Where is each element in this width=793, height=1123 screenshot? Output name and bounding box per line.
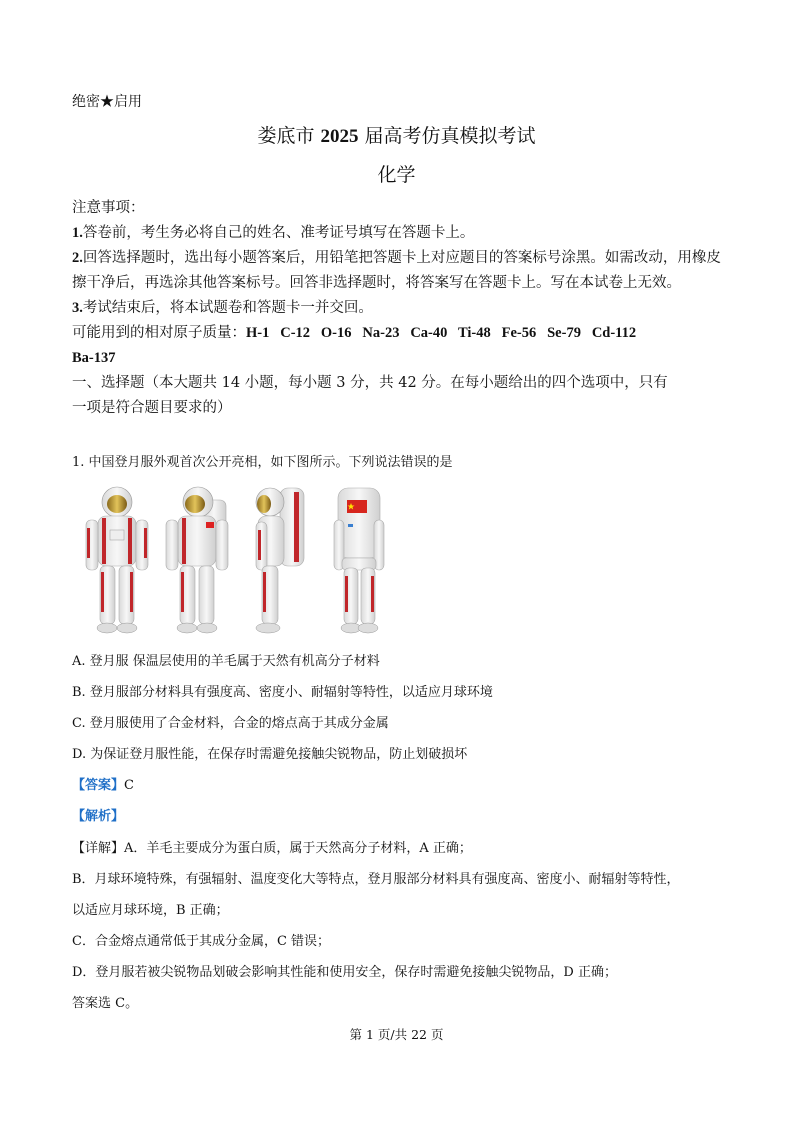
title-year: 2025 (320, 126, 359, 147)
instructions (72, 196, 732, 421)
instruction-item (72, 221, 732, 246)
instructions-heading: 注意事项： (72, 200, 145, 216)
detail-line-5: D．登月服若被尖锐物品划破会影响其性能和使用安全，保存时需避免接触尖锐物品，D 正确； (72, 965, 617, 980)
detail-label: 【详解】 (72, 841, 125, 856)
instruction-text: 回答选择题时，选出每小题答案后，用铅笔把答题卡上对应题目的答案标号涂黑。如需改动，用橡皮擦干净后，再选涂其他答案标号。回答非选择题时，将答案写在答题卡上。写在本试卷上无效。 (72, 250, 721, 291)
secret-mark: 绝密★启用 (72, 94, 142, 110)
analysis-label: 【解析】 (72, 809, 125, 824)
answer-label: 【答案】 (72, 778, 125, 793)
detail-line-6: 答案选 C。 (72, 996, 139, 1011)
spacesuit-front-view (86, 487, 148, 633)
spacesuit-illustration (72, 480, 402, 640)
detail-line-4: C．合金熔点通常低于其成分金属，C 错误； (72, 934, 331, 949)
section-heading-line-1: 一、选择题（本大题共 14 小题，每小题 3 分，共 42 分。在每小题给出的四个选项中，只有 (72, 375, 668, 391)
detail-line-1 (72, 837, 472, 856)
detail-line-3: 以适应月球环境，B 正确； (72, 903, 229, 918)
spacesuit-back-view (334, 488, 384, 633)
spacesuit-angled-view (166, 487, 228, 633)
spacesuit-side-view (256, 488, 304, 633)
exam-title (0, 121, 793, 148)
atomic-mass-line (72, 321, 732, 346)
answer-line (72, 774, 134, 793)
instruction-item (72, 246, 732, 296)
option-d: D. 为保证登月服性能，在保存时需避免接触尖锐物品，防止划破损坏 (72, 747, 468, 762)
title-suffix: 届高考仿真模拟考试 (358, 125, 536, 147)
question-stem: 1. 中国登月服外观首次公开亮相，如下图所示。下列说法错误的是 (72, 455, 453, 470)
page-footer: 第 1 页/共 22 页 (349, 1027, 444, 1042)
instruction-num: 3. (72, 300, 83, 316)
instruction-num: 2. (72, 250, 83, 266)
instruction-num: 1. (72, 225, 83, 241)
detail-text: A．羊毛主要成分为蛋白质，属于天然高分子材料，A 正确； (124, 841, 472, 856)
option-a: A. 登月服 保温层使用的羊毛属于天然有机高分子材料 (72, 654, 380, 669)
section-heading-line-2: 一项是符合题目要求的） (72, 400, 232, 416)
analysis-line (72, 805, 124, 824)
atomic-mass-label: 可能用到的相对原子质量： (72, 325, 246, 341)
option-b: B. 登月服部分材料具有强度高、密度小、耐辐射等特性，以适应月球环境 (72, 685, 493, 700)
answer-value: C (124, 778, 134, 793)
instruction-item (72, 296, 732, 321)
detail-line-2: B．月球环境特殊，有强辐射、温度变化大等特点，登月服部分材料具有强度高、密度小、耐辐射等特性， (72, 872, 680, 887)
atomic-mass-line-2: Ba-137 (72, 350, 116, 366)
instruction-text: 考试结束后，将本试题卷和答题卡一并交回。 (82, 300, 373, 316)
instruction-text: 答卷前，考生务必将自己的姓名、准考证号填写在答题卡上。 (82, 225, 475, 241)
option-c: C. 登月服使用了合金材料，合金的熔点高于其成分金属 (72, 716, 389, 731)
title-prefix: 娄底市 (257, 125, 321, 147)
atomic-mass-values: H-1 C-12 O-16 Na-23 Ca-40 Ti-48 Fe-56 Se-79 Cd-112 (246, 325, 637, 341)
subject-title: 化学 (377, 164, 416, 186)
